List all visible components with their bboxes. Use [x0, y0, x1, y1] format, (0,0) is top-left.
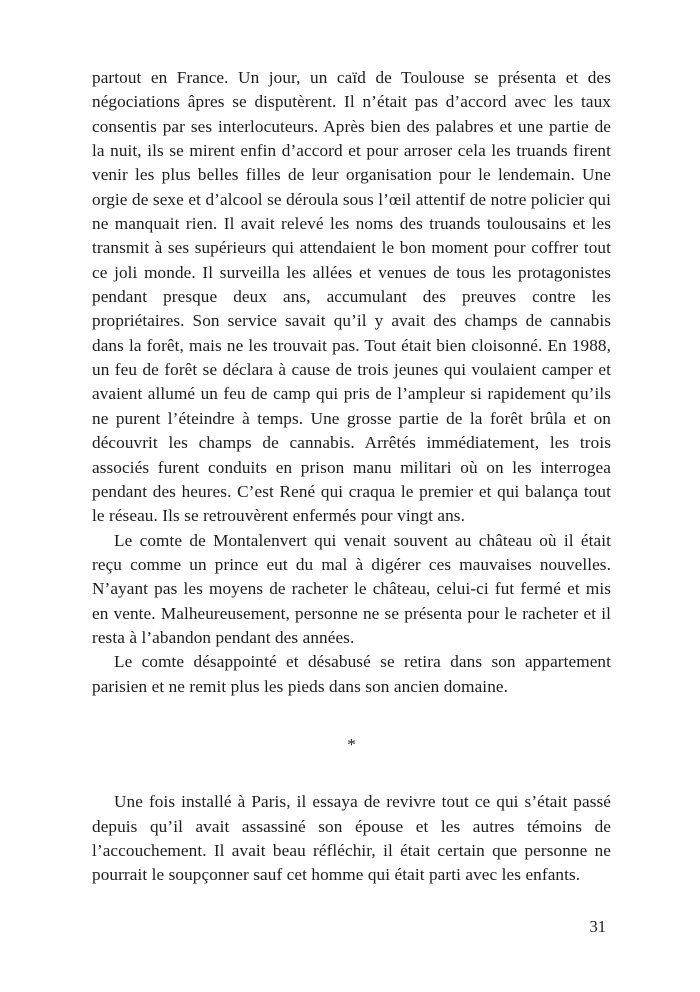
page-number: 31	[589, 917, 606, 936]
paragraph: Le comte de Montalenvert qui venait souvent au château où il était reçu comme un prince eut du mal à digérer ces mauvaises nouvelles. N’ayant pas les moyens de racheter le château, celui-ci fut fermé et mis en vente. Malheureusement, personne ne se présenta pour le racheter et il resta à l’abandon pendant des années.	[92, 530, 611, 647]
paragraph: Le comte désappointé et désabusé se retira dans son appartement parisien et ne remit plus les pieds dans son ancien domaine.	[92, 652, 611, 696]
paragraph-continuation: partout en France. Un jour, un caïd de Toulouse se présenta et des négociations âpres se disputèrent. Il n’était pas d’accord avec les taux consentis par ses interlocuteurs. Après bien des palabres et une partie de la nuit, ils se mirent enfin d’accord et pour arroser cela les truands firent venir les plus belles filles de leur organisation pour le lendemain. Une orgie de sexe et d’alcool se déroula sous l’œil attentif de notre policier qui ne manquait rien. Il avait relevé les noms des truands toulousains et les transmit à ses supérieurs qui attendaient le bon moment pour coffrer tout ce joli monde. Il surveilla les allées et venues de tous les protagonistes pendant presque deux ans, accumulant des preuves contre les propriétaires. Son service savait qu’il y avait des champs de cannabis dans la forêt, mais ne les trouvait pas. Tout était bien cloisonné. En 1988, un feu de forêt se déclara à cause de trois jeunes qui voulaient camper et avaient allumé un feu de camp qui pris de l’ampleur si rapidement qu’ils ne purent l’éteindre à temps. Une grosse partie de la forêt brûla et on découvrit les champs de cannabis. Arrêtés immédiatement, les trois associés furent conduits en prison manu militari où on les interrogea pendant des heures. C’est René qui craqua le premier et qui balança tout le réseau. Ils se retrouvèrent enfermés pour vingt ans.	[92, 68, 611, 526]
paragraph: Une fois installé à Paris, il essaya de revivre tout ce qui s’était passé depuis qu’il avait assassiné son épouse et les autres témoins de l’accouchement. Il avait beau réfléchir, il était certain que personne ne pourrait le soupçonner sauf cet homme qui était parti avec les enfants.	[92, 792, 611, 885]
body-text	[92, 66, 611, 888]
section-separator-asterisk: *	[347, 734, 356, 754]
